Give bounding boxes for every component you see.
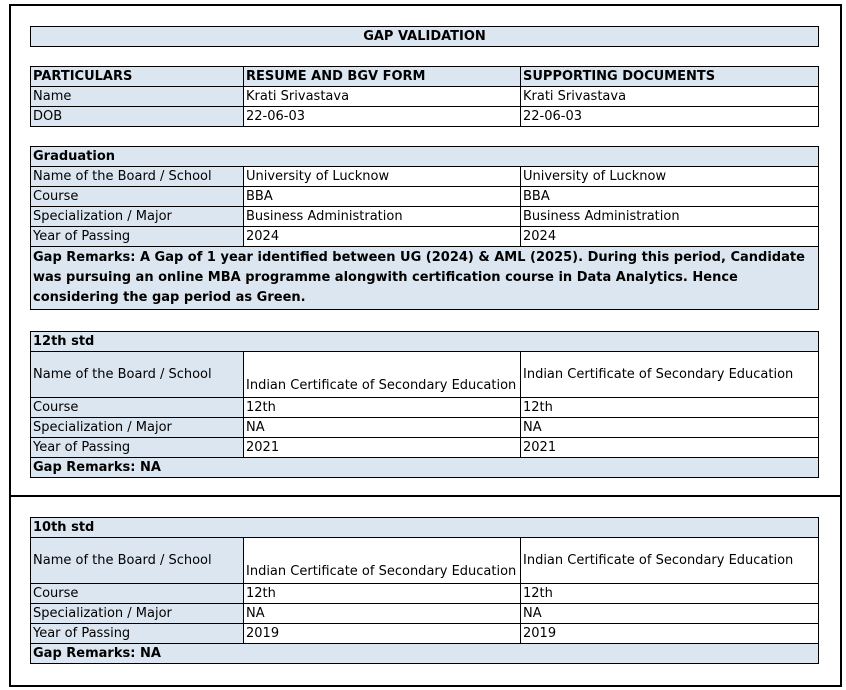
resume-value: BBA <box>244 187 521 207</box>
table-row <box>31 584 819 604</box>
table-row <box>31 352 819 398</box>
resume-value: University of Lucknow <box>244 167 521 187</box>
table-row <box>31 604 819 624</box>
documents-value: BBA <box>521 187 819 207</box>
resume-value: NA <box>244 418 521 438</box>
row-label: Course <box>31 187 244 207</box>
resume-value: NA <box>244 604 521 624</box>
row-label: Course <box>31 398 244 418</box>
row-label: Specialization / Major <box>31 418 244 438</box>
tenth-remarks: Gap Remarks: NA <box>31 644 819 664</box>
table-row <box>31 227 819 247</box>
resume-value: 12th <box>244 398 521 418</box>
label-dob: DOB <box>31 107 244 127</box>
documents-value: University of Lucknow <box>521 167 819 187</box>
documents-value: Business Administration <box>521 207 819 227</box>
row-label: Specialization / Major <box>31 604 244 624</box>
resume-value: Indian Certificate of Secondary Education <box>244 352 521 398</box>
documents-value: Indian Certificate of Secondary Education <box>521 352 819 398</box>
resume-value: 2019 <box>244 624 521 644</box>
graduation-remarks: Gap Remarks: A Gap of 1 year identified between UG (2024) & AML (2025). During this period, Candidate was pursuing an online MBA programme alongwith certification course in Data Analytics. Hence considering the gap period as Green. <box>31 247 819 310</box>
header-documents: SUPPORTING DOCUMENTS <box>521 67 819 87</box>
row-label: Name of the Board / School <box>31 352 244 398</box>
documents-dob: 22-06-03 <box>521 107 819 127</box>
table-row <box>31 538 819 584</box>
table-row <box>31 187 819 207</box>
table-row <box>31 207 819 227</box>
twelfth-remarks: Gap Remarks: NA <box>31 458 819 478</box>
documents-value: 2021 <box>521 438 819 458</box>
table-row <box>31 438 819 458</box>
resume-dob: 22-06-03 <box>244 107 521 127</box>
row-label: Year of Passing <box>31 624 244 644</box>
row-label: Year of Passing <box>31 438 244 458</box>
resume-name: Krati Srivastava <box>244 87 521 107</box>
row-label: Name of the Board / School <box>31 167 244 187</box>
graduation-table <box>30 146 819 310</box>
resume-value: Business Administration <box>244 207 521 227</box>
table-row <box>31 418 819 438</box>
documents-value: 12th <box>521 584 819 604</box>
twelfth-table <box>30 331 819 478</box>
header-resume: RESUME AND BGV FORM <box>244 67 521 87</box>
page-title: GAP VALIDATION <box>31 27 819 47</box>
particulars-table <box>30 66 819 127</box>
resume-value: 2021 <box>244 438 521 458</box>
documents-value: Indian Certificate of Secondary Education <box>521 538 819 584</box>
graduation-heading: Graduation <box>31 147 819 167</box>
row-dob <box>31 107 819 127</box>
resume-value: Indian Certificate of Secondary Education <box>244 538 521 584</box>
documents-value: NA <box>521 604 819 624</box>
resume-value: 2024 <box>244 227 521 247</box>
row-label: Specialization / Major <box>31 207 244 227</box>
twelfth-heading: 12th std <box>31 332 819 352</box>
documents-value: 12th <box>521 398 819 418</box>
header-particulars: PARTICULARS <box>31 67 244 87</box>
documents-name: Krati Srivastava <box>521 87 819 107</box>
label-name: Name <box>31 87 244 107</box>
table-row <box>31 398 819 418</box>
tenth-table <box>30 517 819 664</box>
table-row <box>31 167 819 187</box>
documents-value: NA <box>521 418 819 438</box>
row-name <box>31 87 819 107</box>
table-row <box>31 624 819 644</box>
title-table <box>30 26 819 47</box>
header-row <box>31 67 819 87</box>
resume-value: 12th <box>244 584 521 604</box>
documents-value: 2019 <box>521 624 819 644</box>
row-label: Name of the Board / School <box>31 538 244 584</box>
row-label: Course <box>31 584 244 604</box>
row-label: Year of Passing <box>31 227 244 247</box>
tenth-heading: 10th std <box>31 518 819 538</box>
documents-value: 2024 <box>521 227 819 247</box>
